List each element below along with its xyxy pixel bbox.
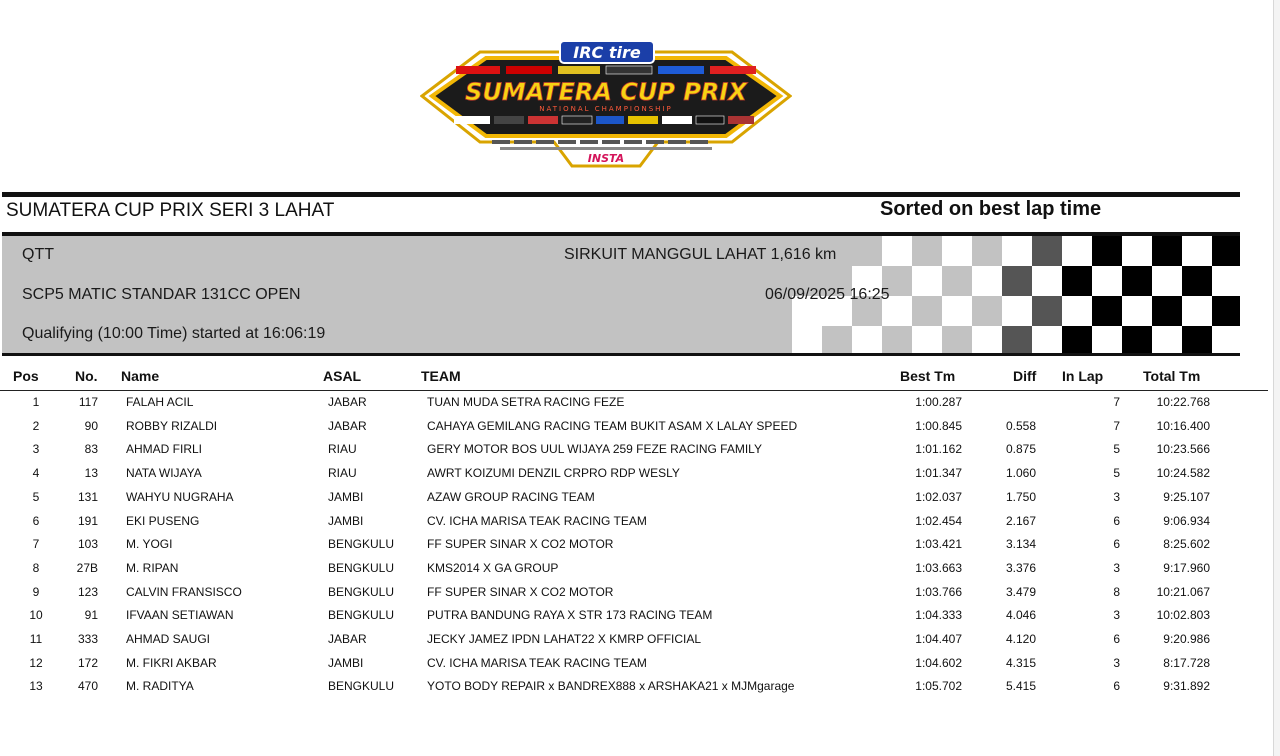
cell-no: 103 — [77, 537, 98, 552]
cell-no: 131 — [77, 489, 98, 504]
cell-best-time: 1:04.602 — [915, 655, 962, 670]
cell-total-time: 9:17.960 — [1163, 560, 1210, 575]
cell-team: TUAN MUDA SETRA RACING FEZE — [427, 395, 625, 409]
cell-total-time: 10:23.566 — [1156, 442, 1210, 457]
table-row — [0, 438, 1240, 462]
event-logo — [420, 38, 792, 170]
cell-in-lap: 6 — [1113, 513, 1120, 528]
table-row — [0, 486, 1240, 510]
cell-asal: JAMBI — [328, 655, 364, 670]
cell-no: 83 — [84, 442, 98, 457]
cell-asal: RIAU — [328, 466, 357, 481]
results-table-header — [0, 366, 1268, 391]
cell-best-time: 1:02.454 — [915, 513, 962, 528]
cell-pos: 2 — [32, 418, 40, 433]
cell-pos: 3 — [32, 442, 40, 457]
cell-diff: 5.415 — [1005, 679, 1036, 694]
col-best-time: Best Tm — [900, 368, 956, 384]
col-team: TEAM — [421, 368, 461, 384]
cell-asal: BENGKULU — [328, 584, 395, 599]
table-row — [0, 675, 1240, 699]
cell-team: KMS2014 X GA GROUP — [427, 560, 559, 575]
cell-total-time: 9:31.892 — [1163, 679, 1210, 694]
cell-best-time: 1:04.407 — [915, 632, 962, 646]
table-row — [0, 391, 1240, 415]
cell-no: 13 — [84, 466, 98, 481]
cell-name: ROBBY RIZALDI — [126, 418, 218, 433]
table-row — [0, 628, 1240, 652]
col-asal: ASAL — [323, 368, 362, 384]
cell-diff: 1.750 — [1005, 489, 1036, 504]
cell-in-lap: 5 — [1113, 442, 1120, 457]
cell-no: 172 — [77, 655, 98, 670]
cell-asal: JABAR — [328, 632, 367, 646]
cell-name: AHMAD SAUGI — [126, 632, 211, 646]
cell-total-time: 10:21.067 — [1156, 584, 1210, 599]
col-pos: Pos — [13, 368, 39, 384]
cell-pos: 5 — [32, 489, 40, 504]
cell-diff: 1.060 — [1005, 466, 1036, 481]
cell-name: WAHYU NUGRAHA — [126, 489, 234, 504]
cell-pos: 7 — [32, 537, 40, 552]
cell-team: CV. ICHA MARISA TEAK RACING TEAM — [427, 655, 647, 670]
cell-name: IFVAAN SETIAWAN — [126, 608, 234, 623]
cell-no: 191 — [77, 513, 98, 528]
cell-team: YOTO BODY REPAIR x BANDREX888 x ARSHAKA21 x MJMgarage — [427, 679, 795, 694]
class-name: SCP5 MATIC STANDAR 131CC OPEN — [22, 286, 301, 303]
cell-pos: 13 — [29, 679, 43, 694]
cell-no: 333 — [77, 632, 98, 646]
cell-in-lap: 7 — [1113, 418, 1120, 433]
cell-total-time: 9:20.986 — [1163, 632, 1210, 646]
cell-asal: JABAR — [328, 418, 367, 433]
cell-team: PUTRA BANDUNG RAYA X STR 173 RACING TEAM — [427, 608, 713, 623]
cell-pos: 10 — [29, 608, 43, 623]
table-row — [0, 604, 1240, 628]
cell-pos: 1 — [32, 395, 40, 409]
cell-pos: 6 — [32, 513, 40, 528]
cell-team: CV. ICHA MARISA TEAK RACING TEAM — [427, 513, 647, 528]
cell-total-time: 10:02.803 — [1156, 608, 1210, 623]
cell-pos: 12 — [29, 655, 43, 670]
cell-diff: 3.479 — [1005, 584, 1036, 599]
cell-team: AWRT KOIZUMI DENZIL CRPRO RDP WESLY — [427, 466, 680, 481]
cell-name: M. YOGI — [126, 537, 173, 552]
cell-best-time: 1:03.766 — [915, 584, 962, 599]
event-title: SUMATERA CUP PRIX SERI 3 LAHAT — [6, 200, 335, 221]
cell-in-lap: 6 — [1113, 679, 1120, 694]
table-row — [0, 415, 1240, 439]
cell-best-time: 1:02.037 — [915, 489, 962, 504]
cell-asal: RIAU — [328, 442, 357, 457]
cell-no: 117 — [78, 395, 98, 409]
cell-best-time: 1:01.162 — [915, 442, 962, 457]
col-no: No. — [75, 368, 98, 384]
cell-asal: JAMBI — [328, 489, 364, 504]
cell-name: AHMAD FIRLI — [126, 442, 203, 457]
session-name: QTT — [22, 246, 54, 263]
cell-diff: 3.376 — [1005, 560, 1036, 575]
cell-total-time: 8:17.728 — [1163, 655, 1210, 670]
cell-name: M. FIKRI AKBAR — [126, 655, 217, 670]
cell-best-time: 1:00.287 — [915, 395, 962, 409]
cell-asal: BENGKULU — [328, 537, 395, 552]
cell-name: FALAH ACIL — [126, 395, 194, 409]
cell-no: 91 — [84, 608, 98, 623]
cell-team: CAHAYA GEMILANG RACING TEAM BUKIT ASAM X LALAY SPEED — [427, 418, 798, 433]
cell-no: 90 — [84, 418, 98, 433]
cell-diff: 4.046 — [1005, 608, 1036, 623]
session-info-panel — [2, 232, 1240, 356]
page-edge — [1273, 0, 1280, 756]
header-rule — [2, 192, 1240, 197]
cell-asal: BENGKULU — [328, 608, 395, 623]
table-row — [0, 510, 1240, 534]
cell-total-time: 10:22.768 — [1156, 395, 1210, 409]
cell-best-time: 1:04.333 — [915, 608, 962, 623]
cell-name: NATA WIJAYA — [126, 466, 202, 481]
cell-in-lap: 3 — [1113, 560, 1120, 575]
table-row — [0, 462, 1240, 486]
cell-in-lap: 8 — [1113, 584, 1120, 599]
cell-total-time: 8:25.602 — [1163, 537, 1210, 552]
cell-in-lap: 7 — [1113, 395, 1120, 409]
cell-total-time: 10:24.582 — [1156, 466, 1210, 481]
cell-pos: 11 — [29, 632, 43, 646]
cell-no: 470 — [77, 679, 98, 694]
col-diff: Diff — [1013, 368, 1037, 384]
table-row — [0, 652, 1240, 676]
cell-team: JECKY JAMEZ IPDN LAHAT22 X KMRP OFFICIAL — [427, 632, 702, 646]
cell-no: 27B — [76, 560, 98, 575]
qualifying-start: Qualifying (10:00 Time) started at 16:06:19 — [22, 325, 326, 342]
session-datetime: 06/09/2025 16:25 — [765, 286, 890, 303]
cell-asal: JAMBI — [328, 513, 364, 528]
cell-asal: BENGKULU — [328, 560, 395, 575]
cell-no: 123 — [77, 584, 98, 599]
cell-diff: 4.315 — [1005, 655, 1036, 670]
cell-name: M. RADITYA — [126, 679, 194, 694]
cell-diff: 0.875 — [1005, 442, 1036, 457]
col-total-time: Total Tm — [1143, 368, 1201, 384]
table-row — [0, 533, 1240, 557]
cell-team: FF SUPER SINAR X CO2 MOTOR — [427, 537, 614, 552]
cell-name: CALVIN FRANSISCO — [126, 584, 242, 599]
cell-pos: 9 — [32, 584, 40, 599]
cell-diff: 0.558 — [1005, 418, 1036, 433]
cell-in-lap: 3 — [1113, 608, 1120, 623]
cell-diff: 4.120 — [1005, 632, 1036, 646]
cell-team: AZAW GROUP RACING TEAM — [427, 489, 595, 504]
cell-best-time: 1:00.845 — [915, 418, 962, 433]
svg-text:IRC tire: IRC tire — [573, 43, 641, 62]
cell-in-lap: 3 — [1113, 655, 1120, 670]
cell-pos: 4 — [32, 466, 40, 481]
table-row — [0, 557, 1240, 581]
cell-best-time: 1:05.702 — [915, 679, 962, 694]
svg-text:NATIONAL CHAMPIONSHIP: NATIONAL CHAMPIONSHIP — [539, 105, 673, 113]
col-in-lap: In Lap — [1062, 368, 1104, 384]
cell-total-time: 10:16.400 — [1156, 418, 1210, 433]
cell-asal: JABAR — [328, 395, 367, 409]
cell-asal: BENGKULU — [328, 679, 395, 694]
cell-in-lap: 6 — [1113, 632, 1120, 646]
cell-team: GERY MOTOR BOS UUL WIJAYA 259 FEZE RACING FAMILY — [427, 442, 762, 457]
cell-in-lap: 3 — [1113, 489, 1120, 504]
cell-name: EKI PUSENG — [126, 513, 200, 528]
sort-label: Sorted on best lap time — [880, 198, 1102, 220]
cell-diff: 3.134 — [1005, 537, 1036, 552]
cell-in-lap: 5 — [1113, 466, 1120, 481]
cell-team: FF SUPER SINAR X CO2 MOTOR — [427, 584, 614, 599]
cell-best-time: 1:01.347 — [915, 466, 962, 481]
cell-diff: 2.167 — [1005, 513, 1036, 528]
cell-name: M. RIPAN — [126, 560, 179, 575]
col-name: Name — [121, 368, 160, 384]
cell-total-time: 9:25.107 — [1163, 489, 1210, 504]
cell-best-time: 1:03.421 — [915, 537, 962, 552]
cell-best-time: 1:03.663 — [915, 560, 962, 575]
svg-text:INSTA: INSTA — [587, 152, 625, 165]
logo-title: SUMATERA CUP PRIX — [465, 78, 747, 106]
circuit-name: SIRKUIT MANGGUL LAHAT 1,616 km — [564, 246, 837, 263]
cell-total-time: 9:06.934 — [1163, 513, 1210, 528]
cell-pos: 8 — [32, 560, 40, 575]
table-row — [0, 581, 1240, 605]
cell-in-lap: 6 — [1113, 537, 1120, 552]
